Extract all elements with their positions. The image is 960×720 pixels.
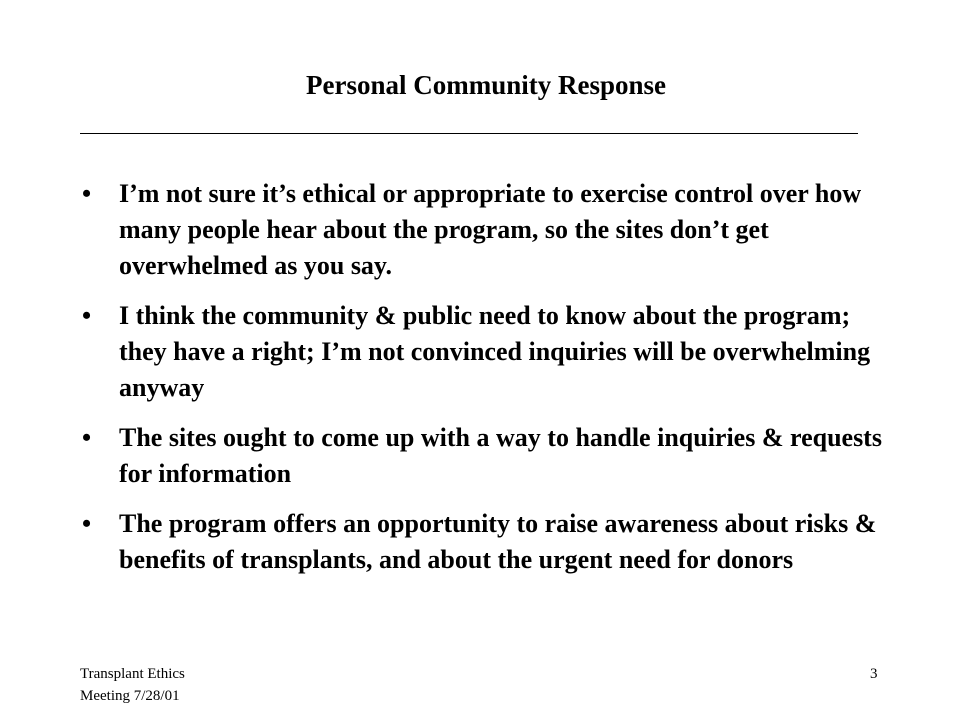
slide-title: Personal Community Response: [305, 70, 666, 100]
bullet-list: [82, 176, 882, 592]
bullet-marker: •: [82, 423, 92, 452]
bullet-item: [82, 298, 882, 406]
bullet-marker: •: [82, 509, 92, 538]
bullet-text: I’m not sure it’s ethical or appropriate to exercise control over how many people hear about the program, so the sites don’t get overwhelmed as you say.: [119, 179, 862, 280]
bullet-item: [82, 176, 882, 284]
bullet-item: [82, 420, 882, 492]
title-divider: [80, 133, 858, 134]
footer-line-2: Meeting 7/28/01: [80, 688, 180, 704]
bullet-item: [82, 506, 882, 578]
footer-meeting-info: [80, 663, 185, 707]
page-number: 3: [870, 666, 878, 682]
bullet-text: The program offers an opportunity to raise awareness about risks & benefits of transplants, and about the urgent need for donors: [119, 509, 877, 574]
bullet-text: The sites ought to come up with a way to handle inquiries & requests for information: [119, 423, 882, 488]
bullet-marker: •: [82, 179, 92, 208]
bullet-marker: •: [82, 301, 92, 330]
footer-line-1: Transplant Ethics: [80, 666, 185, 682]
bullet-text: I think the community & public need to know about the program; they have a right; I’m not convinced inquiries will be overwhelming anyway: [119, 301, 871, 402]
